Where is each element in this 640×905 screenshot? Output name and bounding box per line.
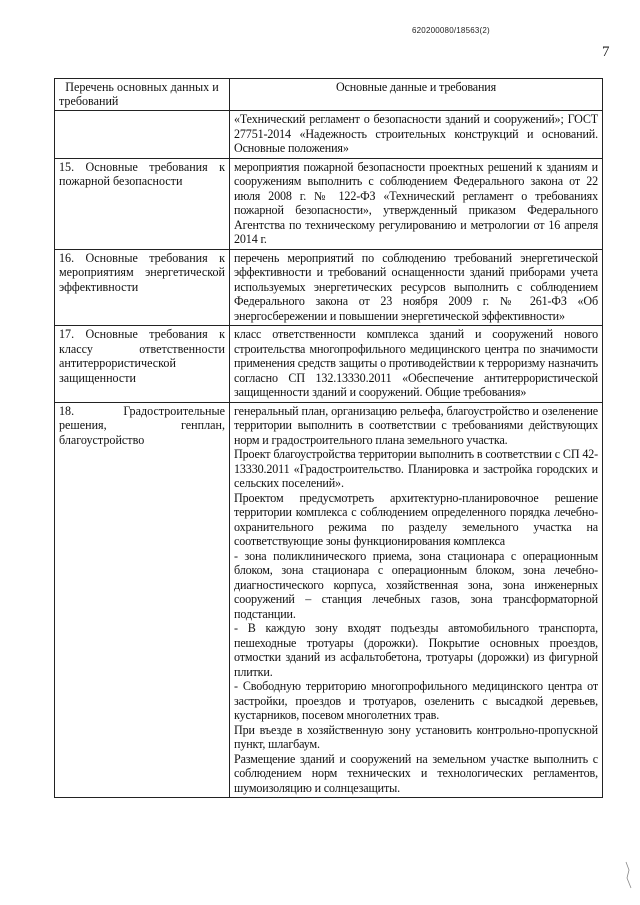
header-left: Перечень основных данных и требований [55,79,230,111]
row-paragraph: Размещение зданий и сооружений на земельном участке выполнить с соблюдением норм технических и технологических регламентов, шумоизоляцию и солнцезащиты. [234,751,598,795]
row-label: 17. Основные требования к классу ответственности антитеррористической защищенности [55,326,230,403]
table-row [55,326,603,403]
row-content [230,249,603,326]
table-row [55,402,603,798]
row-paragraph: Проектом предусмотреть архитектурно-планировочное решение территории комплекса с соблюдением определенного порядка лечебно-охранительного режима по разделу земельного участка на соответствующие зоны функционирования комплекса [234,490,598,548]
row-label: 16. Основные требования к мероприятиям энергетической эффективности [55,249,230,326]
margin-scan-mark [624,860,634,890]
table-row [55,158,603,249]
row-paragraph: - В каждую зону входят подъезды автомобильного транспорта, пешеходные тротуары (дорожки). Покрытие основных проездов, отмостки зданий из асфальтобетона, тротуары (дорожки) из фигурной плитки. [234,621,598,679]
row-paragraph: «Технический регламент о безопасности зданий и сооружений»; ГОСТ 27751-2014 «Надежность строительных конструкций и оснований. Основные положения» [234,112,598,155]
row-label: 18. Градостроительные решения, генплан, благоустройство [55,402,230,798]
row-paragraph: - зона поликлинического приема, зона стационара с операционным блоком, зона стационара с операционным блоком, зона лечебно-диагностического корпуса, хозяйственная зона, зона инженерных сооружений – станция лечебных газов, зона трансформаторной подстанции. [234,548,598,621]
row-paragraph: мероприятия пожарной безопасности проектных решений к зданиям и сооружениям выполнить с соблюдением Федерального закона от 22 июля 2008 г. № 122-ФЗ «Технический регламент о требованиях пожарной безопасности», утвержденный приказом Федерального Агентства по техническому регулированию и метрологии от 16 апреля 2014 г. [234,159,598,246]
row-paragraph: класс ответственности комплекса зданий и сооружений нового строительства многопрофильного медицинского центра по значимости применения средств защиты о противодействии к терроризму назначить согласно СП 132.13330.2011 «Обеспечение антитеррористической защищенности зданий и сооружений. Общие требования» [234,327,598,399]
row-paragraph: При въезде в хозяйственную зону установить контрольно-пропускной пункт, шлагбаум. [234,722,598,751]
row-content [230,402,603,798]
table-header-row [55,79,603,111]
row-paragraph: - Свободную территорию многопрофильного медицинского центра от застройки, проездов и тротуаров, озеленить с высадкой деревьев, кустарников, посевом многолетних трав. [234,679,598,722]
row-content [230,326,603,403]
row-paragraph: перечень мероприятий по соблюдению требований энергетической эффективности и требований оснащенности зданий приборами учета используемых энергетических ресурсов выполнить с соблюдением Федерального закона от 23 ноября 2009 г. № 261-ФЗ «Об энергосбережении и повышении энергетической эффективности» [234,250,598,323]
row-paragraph: Проект благоустройства территории выполнить в соответствии с СП 42-13330.2011 «Градостроительство. Планировка и застройка городских и сельских поселений». [234,447,598,490]
header-right: Основные данные и требования [230,79,603,111]
document-id: 620200080/18563(2) [412,26,490,35]
table-row [55,249,603,326]
row-paragraph: генеральный план, организацию рельефа, благоустройство и озеленение территории выполнить в соответствии с требованиями действующих норм и градостроительного плана земельного участка. [234,403,598,447]
page-number: 7 [602,44,610,60]
row-content [230,111,603,159]
row-content [230,158,603,249]
row-label [55,111,230,159]
requirements-table [54,78,603,798]
table-row [55,111,603,159]
row-label: 15. Основные требования к пожарной безопасности [55,158,230,249]
